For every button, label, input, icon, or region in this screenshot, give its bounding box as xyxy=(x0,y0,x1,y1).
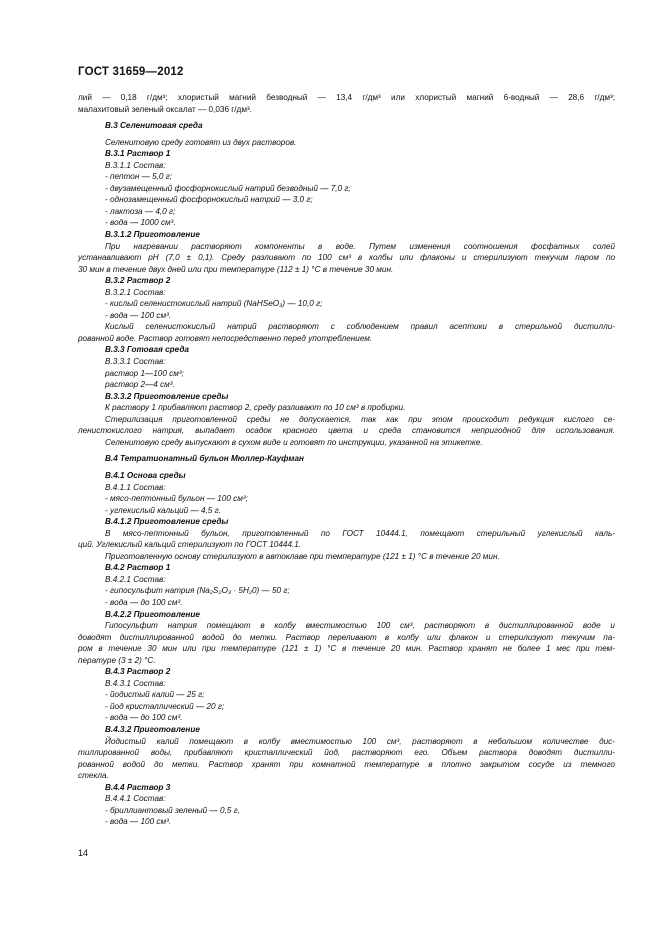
text-line: При нагревании растворяют компоненты в воде. Путем изменения соотношения фосфатных солей xyxy=(105,241,615,251)
text-line: - вода — 100 см³. xyxy=(105,817,172,827)
text-line: В.4.4.1 Состав: xyxy=(105,794,166,804)
text-line: В.4.3.1 Состав: xyxy=(105,678,166,688)
text-line: - вода — до 100 см³. xyxy=(105,597,183,607)
text-line: В.3.2.1 Состав: xyxy=(105,287,166,297)
text-line: В.3.3 Готовая среда xyxy=(105,345,189,355)
text-line: - вода — до 100 см³. xyxy=(105,713,183,723)
text-line: - вода — 1000 см³. xyxy=(105,218,176,228)
text-line: В.4.1.1 Состав: xyxy=(105,482,166,492)
text-line: рованной воде. Раствор готовят непосредственно перед употреблением. xyxy=(78,333,373,343)
text-line: В.3.3.1 Состав: xyxy=(105,357,166,367)
text-line: В.4.3 Раствор 2 xyxy=(105,667,171,677)
text-line: пературе (3 ± 2) °С. xyxy=(78,655,156,665)
text-line: В.3.1.2 Приготовление xyxy=(105,230,200,240)
text-line: Селенитовую среду готовят из двух растворов. xyxy=(105,137,297,147)
text-line: В.4.4 Раствор 3 xyxy=(105,782,171,792)
text-line: В.4.1 Основа среды xyxy=(105,470,186,480)
text-line: доводят дистиллированной водой до метки. Раствор переливают в колбу или флакон и стерилизуют текучим па- xyxy=(78,632,615,642)
text-line: рованной водой до метки. Раствор хранят при комнатной температуре в плотно закрытом сосуде из темного xyxy=(78,759,615,769)
text-line: - двузамещенный фосфорнокислый натрий безводный — 7,0 г; xyxy=(105,183,351,193)
text-line: Йодистый калий помещают в колбу вместимостью 100 см³, растворяют в небольшом количестве дис- xyxy=(105,736,615,746)
text-line: устанавливают pH (7,0 ± 0,1). Среду разливают по 100 см³ в колбы или флаконы и стерилизуют текучим паром по xyxy=(78,253,615,263)
text-line: ленистокислого натрия, выпадает осадок красного цвета и среда становится непригодной для использования. xyxy=(78,426,615,436)
text-line: стекла. xyxy=(78,771,109,781)
text-line: - йодистый калий — 25 г; xyxy=(105,690,205,700)
text-line: лий — 0,18 г/дм³; хлористый магний безводный — 13,4 г/дм³ или хлористый магний 6-водный — 28,6 г/дм³; xyxy=(78,93,615,102)
text-line: В.3 Селенитовая среда xyxy=(105,121,203,131)
text-line: - бриллиантовый зеленый — 0,5 г, xyxy=(105,805,240,815)
text-line: В.3.2 Раствор 2 xyxy=(105,276,171,286)
text-line: - гипосульфит натрия (Na₂S₂O₃ · 5H₂0) — 50 г; xyxy=(105,586,290,596)
text-line: Селенитовую среду выпускают в сухом виде и готовят по инструкции, указанной на этикетке. xyxy=(105,437,483,447)
text-line: К раствору 1 прибавляют раствор 2, среду разливают по 10 см³ в пробирки. xyxy=(105,403,406,413)
text-line: тиллированной воды, прибавляют кристаллический йод, растворяют его. Объем раствора доводят дистилли- xyxy=(78,748,615,758)
text-line: В.3.1 Раствор 1 xyxy=(105,149,171,159)
text-line: - вода — 100 см³. xyxy=(105,310,172,320)
text-line: - пептон — 5,0 г; xyxy=(105,172,173,182)
text-line: Приготовленную основу стерилизуют в автоклаве при температуре (121 ± 1) °С в течение 20 мин. xyxy=(105,551,500,561)
text-line: В мясо-пептонный бульон, приготовленный по ГОСТ 10444.1, помещают стерильный углекислый каль- xyxy=(105,528,615,538)
text-line: В.4.2.1 Состав: xyxy=(105,574,166,584)
text-line: ций. Углекислый кальций стерилизуют по ГОСТ 10444.1. xyxy=(78,540,302,550)
text-line: В.4.3.2 Приготовление xyxy=(105,724,200,734)
page-number: 14 xyxy=(78,848,89,858)
text-line: В.3.3.2 Приготовление среды xyxy=(105,391,229,401)
text-line: Гипосульфит натрия помещают в колбу вместимостью 100 см³, растворяют в дистиллированной воде и xyxy=(105,621,615,631)
text-line: В.4.1.2 Приготовление среды xyxy=(105,517,229,527)
text-line: В.4.2 Раствор 1 xyxy=(105,563,171,573)
text-line: Стерилизация приготовленной среды не допускается, так как при этом происходит редукция кислого се- xyxy=(105,414,615,424)
text-line: 30 мин в течение двух дней или при температуре (112 ± 1) °С в течение 30 мин. xyxy=(78,264,394,274)
text-line: малахитовый зеленый оксалат — 0,036 г/дм³. xyxy=(78,104,252,114)
text-line: - лактоза — 4,0 г; xyxy=(105,206,176,216)
text-line: - кислый селенистокислый натрий (NaHSeO₃) — 10,0 г; xyxy=(105,299,323,309)
document-body xyxy=(78,92,615,828)
text-line: - однозамещенный фосфорнокислый натрий — 3,0 г; xyxy=(105,195,313,205)
text-line: - йод кристаллический — 20 г; xyxy=(105,701,225,711)
text-line: раствор 2—4 см³. xyxy=(105,380,175,390)
text-line: В.4.2.2 Приготовление xyxy=(105,609,200,619)
text-line: - углекислый кальций — 4,5 г. xyxy=(105,505,221,515)
text-line: раствор 1—100 см³; xyxy=(105,368,184,378)
document-header: ГОСТ 31659—2012 xyxy=(78,66,184,78)
text-line: - мясо-пептонный бульон — 100 см³; xyxy=(105,494,248,504)
text-line: Кислый селенистокислый натрий растворяют с соблюдением правил асептики в стерильной дистилли- xyxy=(105,322,615,332)
text-line: ром в течение 30 мин или при температуре (121 ± 1) °С в течение 20 мин. Раствор хранят не более 1 мес при тем- xyxy=(78,644,615,654)
text-line: В.4 Тетратионатный бульон Мюллер-Кауфман xyxy=(105,454,304,464)
text-line: В.3.1.1 Состав: xyxy=(105,160,166,170)
